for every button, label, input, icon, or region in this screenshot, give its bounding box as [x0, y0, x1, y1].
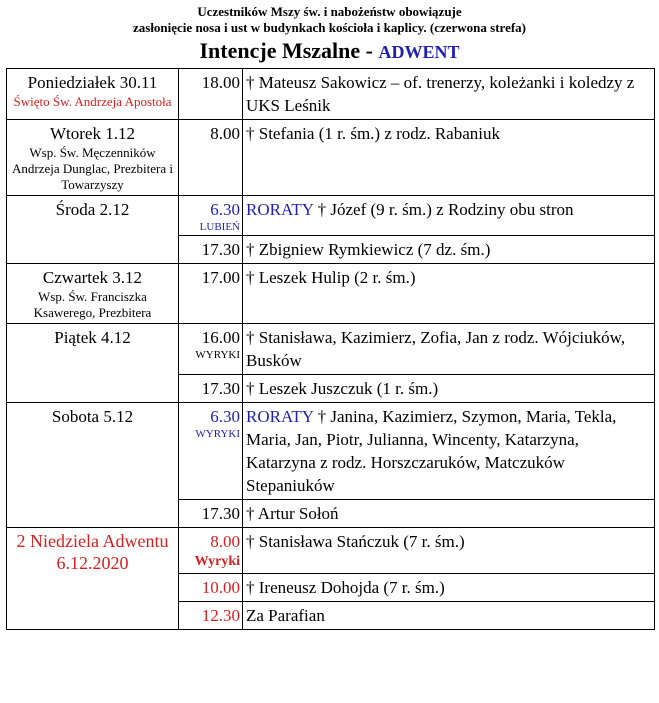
table-row [7, 196, 655, 236]
mass-time: 8.00 [179, 120, 243, 196]
mass-time: 12.30 [179, 602, 243, 630]
mass-intention: RORATY † Józef (9 r. śm.) z Rodziny obu stron [243, 196, 655, 236]
table-row [7, 264, 655, 324]
day-cell [7, 403, 179, 528]
mass-location: LUBIEŃ [199, 221, 240, 233]
mass-time: 17.30 [179, 500, 243, 528]
day-name: Poniedziałek 30.11 [27, 73, 158, 92]
mass-intention: † Leszek Juszczuk (1 r. śm.) [243, 375, 655, 403]
mass-time: 18.00 [179, 69, 243, 120]
table-row [7, 403, 655, 500]
mass-time: 17.00 [179, 264, 243, 324]
intentions-table [6, 68, 655, 630]
table-row [7, 324, 655, 375]
mass-time: 8.00 Wyryki [179, 528, 243, 574]
day-cell [7, 528, 179, 630]
mass-location: Wyryki [194, 554, 240, 569]
day-cell [7, 264, 179, 324]
roraty-label: RORATY [246, 407, 314, 426]
table-row [7, 69, 655, 120]
mass-intention: RORATY † Janina, Kazimierz, Szymon, Maria, Tekla, Maria, Jan, Piotr, Julianna, Wincenty, Katarzyna, Katarzyna z rodz. Horszczaruków, Matczuków Stepaniuków [243, 403, 655, 500]
day-name: 2 Niedziela Adwentu 6.12.2020 [16, 531, 169, 573]
mass-location: WYRYKI [195, 428, 240, 440]
roraty-label: RORATY [246, 200, 314, 219]
title-season: ADWENT [378, 42, 460, 62]
mass-time: 16.00 WYRYKI [179, 324, 243, 375]
mass-intention: Za Parafian [243, 602, 655, 630]
notice-line-2: zasłonięcie nosa i ust w budynkach kościoła i kaplicy. (czerwona strefa) [132, 20, 527, 35]
mass-time: 17.30 [179, 236, 243, 264]
day-name: Piątek 4.12 [54, 328, 131, 347]
mass-intention: † Stanisława Stańczuk (7 r. śm.) [243, 528, 655, 574]
mass-intention: † Mateusz Sakowicz – of. trenerzy, koleżanki i koledzy z UKS Leśnik [243, 69, 655, 120]
day-name: Środa 2.12 [55, 200, 130, 219]
day-feast: Święto Św. Andrzeja Apostoła [13, 94, 172, 109]
day-cell [7, 324, 179, 403]
mass-time: 6.30 LUBIEŃ [179, 196, 243, 236]
mass-time: 6.30 WYRYKI [179, 403, 243, 500]
day-feast: Wsp. Św. Męczenników Andrzeja Dunglac, Prezbitera i Towarzyszy [12, 145, 173, 192]
mass-intention: † Stanisława, Kazimierz, Zofia, Jan z rodz. Wójciuków, Busków [243, 324, 655, 375]
mass-intention: † Artur Sołoń [243, 500, 655, 528]
day-name: Wtorek 1.12 [50, 124, 135, 143]
day-cell [7, 69, 179, 120]
mass-intention: † Zbigniew Rymkiewicz (7 dz. śm.) [243, 236, 655, 264]
title-main: Intencje Mszalne - [199, 38, 379, 63]
notice [0, 0, 659, 36]
table-row [7, 528, 655, 574]
mass-intention: † Leszek Hulip (2 r. śm.) [243, 264, 655, 324]
table-row [7, 120, 655, 196]
mass-time: 10.00 [179, 574, 243, 602]
day-cell [7, 120, 179, 196]
day-name: Sobota 5.12 [51, 407, 134, 426]
notice-line-1: Uczestników Mszy św. i nabożeństw obowiązuje [197, 4, 462, 19]
day-cell [7, 196, 179, 264]
mass-location: WYRYKI [195, 349, 240, 361]
day-feast: Wsp. Św. Franciszka Ksawerego, Prezbitera [33, 289, 152, 320]
mass-time: 17.30 [179, 375, 243, 403]
day-name: Czwartek 3.12 [42, 268, 143, 287]
page-title [0, 38, 659, 65]
mass-intention: † Ireneusz Dohojda (7 r. śm.) [243, 574, 655, 602]
mass-intention: † Stefania (1 r. śm.) z rodz. Rabaniuk [243, 120, 655, 196]
